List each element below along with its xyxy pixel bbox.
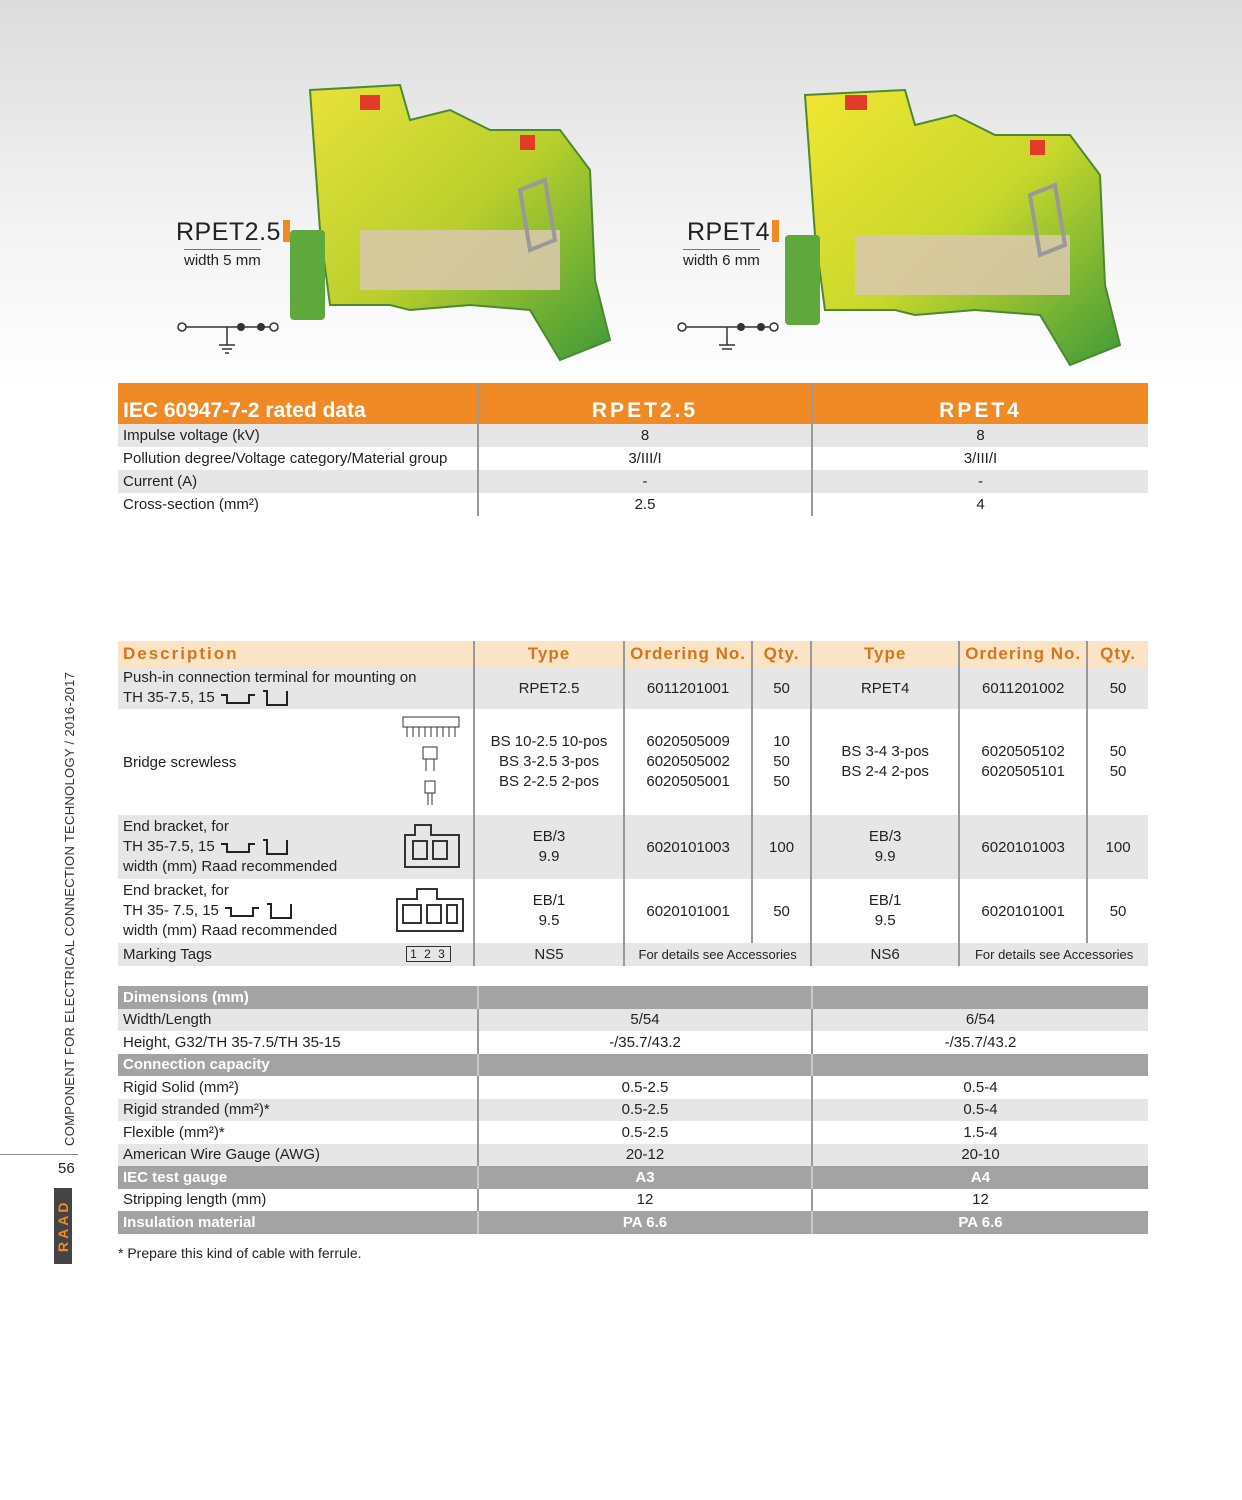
marking-tags-icon: 1 2 3: [406, 946, 451, 962]
section-header: Insulation material PA 6.6 PA 6.6: [118, 1211, 1148, 1234]
section-header: Connection capacity: [118, 1054, 1148, 1077]
table-row: Bridge screwless BS 10-2.5 10-pos BS 3-2.5 3-pos BS 2-2.5 2-pos 6020505009 6020505002 6020505001 10 50 50 BS 3-4 3-pos BS 2-4 2-pos 6020505102 6020505101 50 50: [118, 709, 1148, 815]
header-qty-1: Qty.: [752, 641, 811, 667]
ground-symbol-1: [175, 315, 285, 360]
din-rail-icon: [223, 902, 293, 920]
table-row: Rigid Solid (mm²) 0.5-2.5 0.5-4: [118, 1076, 1148, 1099]
table-row: Impulse voltage (kV) 8 8: [118, 424, 1148, 447]
product-name-2: RPET4: [687, 218, 779, 247]
table-row: American Wire Gauge (AWG) 20-12 20-10: [118, 1144, 1148, 1167]
table-row: Push-in connection terminal for mounting on TH 35-7.5, 15 RPET2.5 6011201001 50 RPET4 6011201002 50: [118, 667, 1148, 709]
page-divider: [0, 1154, 78, 1155]
header-qty-2: Qty.: [1087, 641, 1148, 667]
end-bracket-icon: [401, 821, 463, 873]
bridge-icon: [401, 713, 461, 809]
table-row: End bracket, for TH 35- 7.5, 15 width (mm) Raad recommended EB/1 9.5 6020101001 50 EB/1 9.5 6020101001 50: [118, 879, 1148, 943]
rated-data-table: [118, 383, 1148, 516]
din-rail-icon: [219, 689, 289, 707]
din-rail-icon: [219, 838, 289, 856]
header-ordering-1: Ordering No.: [624, 641, 752, 667]
table-row: Width/Length 5/54 6/54: [118, 1009, 1148, 1032]
table-row: Rigid stranded (mm²)* 0.5-2.5 0.5-4: [118, 1099, 1148, 1122]
table-row: Stripping length (mm) 12 12: [118, 1189, 1148, 1212]
footnote: * Prepare this kind of cable with ferrule.: [118, 1245, 362, 1261]
rated-col-2: RPET4: [812, 383, 1148, 424]
page-number: 56: [58, 1160, 75, 1177]
terminal-image-1: [290, 80, 630, 365]
rated-title: IEC 60947-7-2 rated data: [118, 383, 478, 424]
product-width-2: width 6 mm: [683, 249, 760, 269]
terminal-image-2: [785, 85, 1140, 370]
table-row: Flexible (mm²)* 0.5-2.5 1.5-4: [118, 1121, 1148, 1144]
section-header: IEC test gauge A3 A4: [118, 1166, 1148, 1189]
header-type-2: Type: [811, 641, 959, 667]
dimensions-table: [118, 986, 1148, 1234]
header-ordering-2: Ordering No.: [959, 641, 1087, 667]
rated-col-1: RPET2.5: [478, 383, 812, 424]
table-row: End bracket, for TH 35-7.5, 15 width (mm) Raad recommended EB/3 9.9 6020101003 100 EB/3 9.9 6020101003 100: [118, 815, 1148, 879]
raad-logo: RAAD: [54, 1188, 72, 1264]
table-row: Height, G32/TH 35-7.5/TH 35-15 -/35.7/43.2 -/35.7/43.2: [118, 1031, 1148, 1054]
ground-symbol-2: [675, 315, 785, 360]
table-row: Cross-section (mm²) 2.5 4: [118, 493, 1148, 516]
ordering-table: [118, 641, 1148, 966]
table-row: Pollution degree/Voltage category/Material group 3/III/I 3/III/I: [118, 447, 1148, 470]
product-name-1: RPET2.5: [176, 218, 290, 247]
header-type-1: Type: [474, 641, 624, 667]
table-row: Marking Tags 1 2 3 NS5 For details see Accessories NS6 For details see Accessories: [118, 943, 1148, 966]
table-row: Current (A) - -: [118, 470, 1148, 493]
side-caption: COMPONENT FOR ELECTRICAL CONNECTION TECHNOLOGY / 2016-2017: [62, 671, 77, 1146]
end-bracket-icon: [393, 885, 467, 937]
header-description: Description: [118, 641, 474, 667]
section-header: Dimensions (mm): [118, 986, 1148, 1009]
product-width-1: width 5 mm: [184, 249, 261, 269]
